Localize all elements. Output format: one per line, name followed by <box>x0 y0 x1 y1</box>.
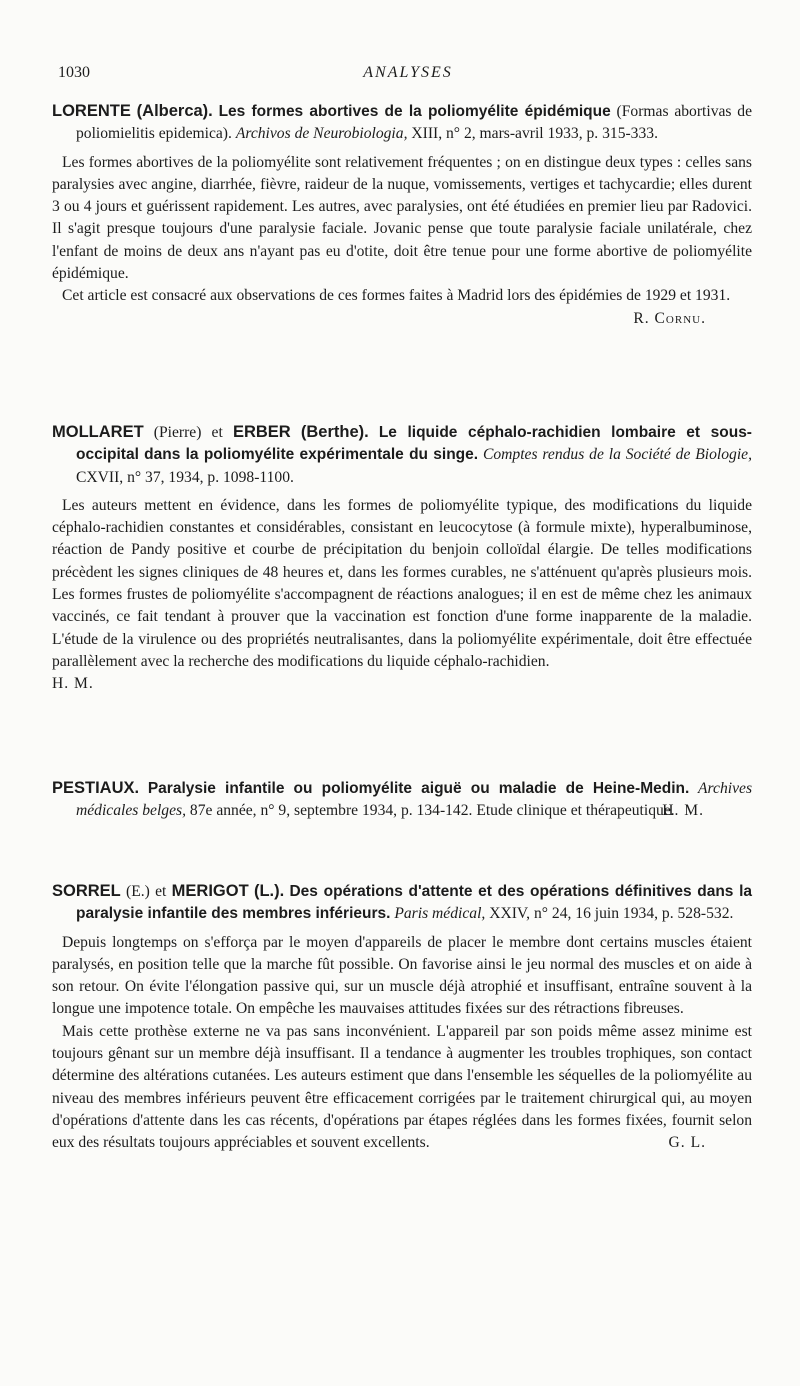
author-name: SORREL <box>52 882 121 900</box>
abstract-paragraph <box>52 285 752 327</box>
article-title: Les formes abortives de la poliomyélite épidémique <box>218 103 611 120</box>
entry-heading <box>52 100 752 146</box>
reference-details: XXIV, n° 24, 16 juin 1934, p. 528-532. <box>489 905 734 923</box>
abstract-paragraph: Depuis longtemps on s'efforça par le moyen d'appareils de placer le membre dont certains muscles étaient paralysés, en position telle que la marche fût possible. On favorise ainsi le jeu normal des muscles et on aide à son retour. On évite l'élongation passive qui, sur un muscle déjà atrophié et insuffisant, entraîne souvent à la longue une impotence totale. On empêche les mauvaises attitudes fixées sur des rétractions fibreuses. <box>52 933 752 1018</box>
entry-heading <box>52 880 752 926</box>
entry-heading <box>52 421 752 489</box>
abstract-paragraph-text: Mais cette prothèse externe ne va pas sans inconvénient. L'appareil par son poids même assez minime est toujours gênant sur un membre déjà insuffisant. Il a tendance à augmenter les troubles trophiques, son contact détermine des altérations cutanées. Les auteurs estiment que dans l'ensemble les séquelles de la poliomyélite au niveau des membres inférieurs peuvent être efficacement corrigées par le traitement chirurgical qui, au moyen d'opérations d'attente dans les cas récents, d'opérations par étapes réglées dans les formes fixées, fournit selon eux des résultats toujours appréciables et souvent excellents. <box>52 1022 752 1152</box>
author-given-name-2: (L.). <box>253 882 285 900</box>
reference-details: CXVII, n° 37, 1934, p. 1098-1100. <box>76 468 294 486</box>
abstract-entry-lorente <box>52 100 752 330</box>
abstract-entry-pestiaux <box>52 777 752 829</box>
author-given-name: (E.) et <box>126 883 167 900</box>
running-title: ANALYSES <box>363 64 453 81</box>
journal-name: Comptes rendus de la Société de Biologie, <box>482 446 752 464</box>
author-given-name-2: (Berthe). <box>300 423 369 441</box>
abstract-paragraph: Les auteurs mettent en évidence, dans les formes de poliomyélite typique, des modifications du liquide céphalo-rachidien constantes et considérables, consistant en leucocytose (à formule mixte), hyperalbuminose, réaction de Pandy positive et courbe de précipitation du benjoin colloïdal élargie. De telles modifications précèdent les signes cliniques de 48 heures et, dans les formes curables, ne s'atténuent qu'après plusieurs mois. Les formes frustes de poliomyélite s'accompagnent de réactions analogues; il en est de même chez les animaux vaccinés, ce fait tendant à prouver que la vaccination est fonction d'une forme inapparente de la maladie. L'étude de la virulence ou des propriétés neutralisantes, dans la poliomyélite expérimentale, doit être effectuée parallèlement avec la recherche des modifications du liquide céphalo-rachidien. <box>52 496 752 670</box>
signature: R. Cornu. <box>633 309 706 327</box>
author-name: MOLLARET <box>52 423 144 441</box>
author-name: PESTIAUX. <box>52 779 140 797</box>
journal-name: Archives médicales belges, <box>76 780 753 820</box>
reference-details: XIII, n° 2, mars-avril 1933, p. 315-333. <box>411 125 658 143</box>
journal-name: Archivos de Neurobiologia, <box>235 125 408 143</box>
article-title: Des opérations d'attente et des opérations définitives dans la paralysie infantile des membres inférieurs. <box>76 883 753 923</box>
author-given-name: (Pierre) et <box>153 424 223 441</box>
article-title: Paralysie infantile ou poliomyélite aiguë ou maladie de Heine-Medin. <box>147 780 690 797</box>
abstract-entry-mollaret <box>52 421 752 696</box>
abstract-paragraph-text: Cet article est consacré aux observations de ces formes faites à Madrid lors des épidémies de 1929 et 1931. <box>62 287 731 305</box>
page-number: 1030 <box>58 64 90 81</box>
author-name: LORENTE <box>52 102 131 120</box>
article-title: Le liquide céphalo-rachidien lombaire et sous-occipital dans la poliomyélite expérimentale du singe. <box>76 424 752 464</box>
reference-original-title: (Formas abortivas de poliomielitis epidemica). <box>76 103 753 143</box>
reference-details: 87e année, n° 9, septembre 1934, p. 134-142. Etude clinique et thérapeutique. <box>189 802 675 820</box>
entry-heading <box>52 777 752 823</box>
author-name-2: MERIGOT <box>171 882 249 900</box>
journal-name: Paris médical, <box>394 905 486 923</box>
author-name-2: ERBER <box>232 423 291 441</box>
running-head <box>58 64 758 86</box>
author-given-name: (Alberca). <box>136 102 213 120</box>
abstract-paragraph <box>52 1021 752 1155</box>
signature: G. L. <box>668 1134 706 1152</box>
signature: H. M. <box>52 675 94 693</box>
signature: H. M. <box>662 802 705 820</box>
abstract-entry-sorrel <box>52 880 752 1155</box>
abstract-paragraph: Les formes abortives de la poliomyélite sont relativement fréquentes ; on en distingue deux types : celles sans paralysies avec angine, diarrhée, fièvre, raideur de la nuque, vomissements, vertiges et tachycardie; elles durent 3 ou 4 jours et guérissent rapidement. Les autres, avec paralysies, ont été étudiées en premier lieu par Radovici. Il s'agit presque toujours d'une paralysie faciale. Jovanic pense que toute paralysie faciale unilatérale, chez l'enfant de moins de deux ans n'ayant pas eu d'otite, doit être tenue pour une forme abortive de poliomyélite épidémique. <box>52 153 752 283</box>
